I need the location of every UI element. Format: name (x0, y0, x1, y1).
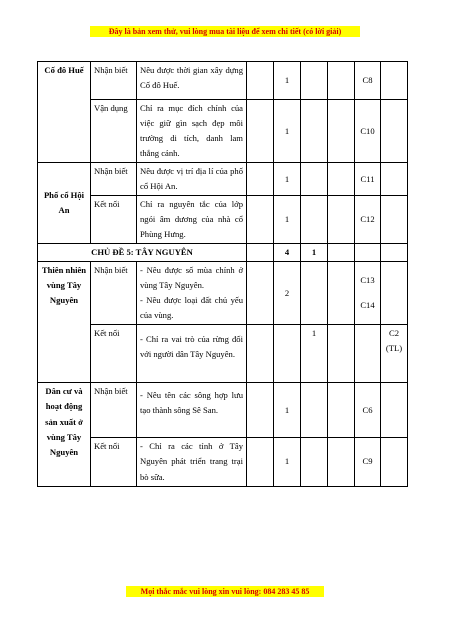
question-mc-cell: C10 (355, 100, 381, 163)
level-cell: Nhận biết (91, 383, 137, 438)
criteria-cell: Chỉ ra nguyên tắc của lớp ngói âm dương của nhà cổ Phùng Hưng. (137, 196, 247, 244)
count-mc-cell: 2 (274, 262, 301, 325)
level-cell: Kết nối (91, 325, 137, 383)
chapter-count-mc: 4 (274, 244, 301, 262)
level-cell: Kết nối (91, 438, 137, 486)
table-row (38, 163, 408, 196)
count-mc-cell (247, 62, 274, 100)
count-mc-cell: 1 (274, 163, 301, 196)
count-cell (328, 62, 355, 100)
criteria-cell: Chỉ ra mục đích chính của việc giữ gìn sạch đẹp môi trường di tích, danh lam thắng cảnh. (137, 100, 247, 163)
level-cell: Vận dụng (91, 100, 137, 163)
criteria-line: - Nêu được loại đất chủ yếu của vùng. (140, 295, 243, 321)
table-row (38, 325, 408, 383)
preview-notice-banner: Đây là bản xem thử, vui lòng mua tài liệu để xem chi tiết (có lời giải) (90, 26, 360, 37)
chapter-row (38, 244, 408, 262)
table-row (38, 196, 408, 244)
question-mc-cell: C11 (355, 163, 381, 196)
table-row (38, 262, 408, 325)
question-mc-cell (355, 262, 381, 325)
criteria-cell: - Nêu tên các sông hợp lưu tạo thành sông Sê San. (137, 383, 247, 438)
contact-notice-banner: Mọi thắc mắc vui lòng xin vui lòng: 084 283 45 85 (126, 586, 324, 597)
count-mc-cell: 1 (274, 196, 301, 244)
table-row (38, 62, 408, 100)
level-cell: Nhận biết (91, 62, 137, 100)
question-tl-cell: C2 (TL) (381, 325, 408, 383)
lesson-title: Thiên nhiên vùng Tây Nguyên (38, 262, 91, 383)
count-mc-cell: 1 (274, 100, 301, 163)
lesson-title: Phố cổ Hội An (38, 163, 91, 244)
question-mc-cell: C9 (355, 438, 381, 486)
level-cell: Nhận biết (91, 262, 137, 325)
chapter-count-tl: 1 (301, 244, 328, 262)
table-row (38, 383, 408, 438)
question-id: C14 (360, 300, 375, 311)
count-mc-cell: 1 (274, 383, 301, 438)
criteria-line: - Nêu được số mùa chính ở vùng Tây Nguyên. (140, 265, 243, 291)
level-cell: Nhận biết (91, 163, 137, 196)
lesson-title: Dân cư và hoạt động sản xuất ở vùng Tây Nguyên (38, 383, 91, 486)
count-tl-cell (301, 62, 328, 100)
level-cell: Kết nối (91, 196, 137, 244)
question-id: C13 (360, 275, 375, 286)
question-mc-cell: C6 (355, 383, 381, 438)
count-mc-cell: 1 (274, 62, 301, 100)
count-mc-cell: 1 (274, 438, 301, 486)
criteria-cell (137, 262, 247, 325)
specification-matrix-table (37, 61, 408, 487)
criteria-cell: - Chỉ ra các tỉnh ở Tây Nguyên phát triển trang trại bò sữa. (137, 438, 247, 486)
criteria-cell: - Chỉ ra vai trò của rừng đối với người dân Tây Nguyên. (137, 325, 247, 383)
table-row (38, 438, 408, 486)
question-mc-cell: C12 (355, 196, 381, 244)
count-tl-cell: 1 (301, 325, 328, 383)
table-row (38, 100, 408, 163)
criteria-cell: Nêu được vị trí địa lí của phố cổ Hội An. (137, 163, 247, 196)
criteria-cell: Nêu được thời gian xây dựng Cố đô Huế. (137, 62, 247, 100)
chapter-title: CHỦ ĐỀ 5: TÂY NGUYÊN (38, 244, 247, 262)
question-tl-cell (381, 62, 408, 100)
question-mc-cell: C8 (355, 62, 381, 100)
lesson-title: Cố đô Huế (38, 62, 91, 163)
